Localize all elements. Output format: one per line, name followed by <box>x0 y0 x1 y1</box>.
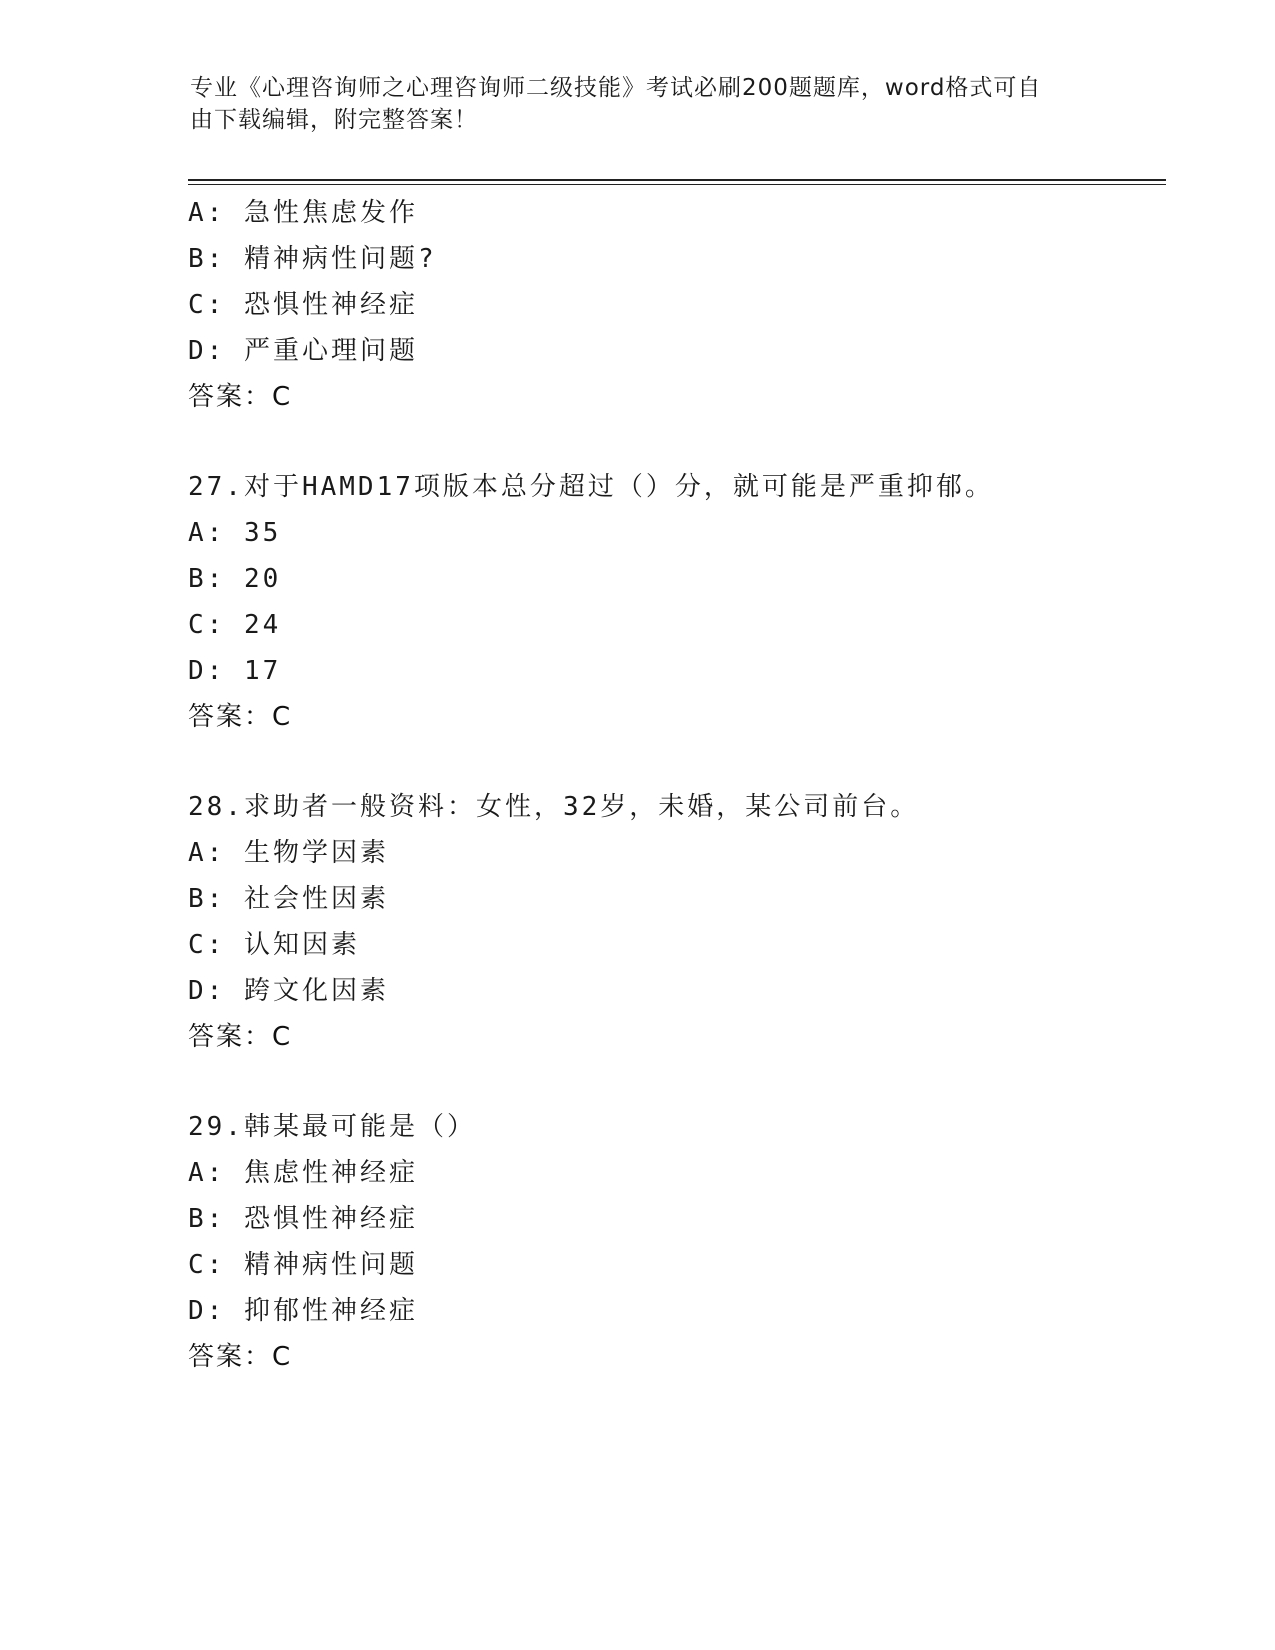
question-block-28 <box>188 784 1168 1060</box>
option-b: B: 精神病性问题? <box>188 244 437 274</box>
option-d: D: 跨文化因素 <box>188 976 389 1006</box>
option-c: C: 24 <box>188 610 282 640</box>
option-a: A: 生物学因素 <box>188 838 389 868</box>
header-line-2: 由下载编辑，附完整答案！ <box>190 107 478 133</box>
question-stem: 27.对于HAMD17项版本总分超过（）分，就可能是严重抑郁。 <box>188 472 994 502</box>
question-block-26 <box>188 190 1168 420</box>
question-list <box>188 190 1168 1380</box>
option-a: A: 焦虑性神经症 <box>188 1158 418 1188</box>
option-a: A: 急性焦虑发作 <box>188 198 418 228</box>
option-c: C: 精神病性问题 <box>188 1250 418 1280</box>
option-d: D: 17 <box>188 656 282 686</box>
answer-line: 答案：C <box>188 702 293 732</box>
document-header <box>190 72 1090 136</box>
option-d: D: 严重心理问题 <box>188 336 418 366</box>
option-c: C: 恐惧性神经症 <box>188 290 418 320</box>
option-d: D: 抑郁性神经症 <box>188 1296 418 1326</box>
header-divider-thin <box>188 184 1166 185</box>
option-c: C: 认知因素 <box>188 930 360 960</box>
question-stem: 29.韩某最可能是（） <box>188 1112 476 1142</box>
question-stem: 28.求助者一般资料：女性，32岁，未婚，某公司前台。 <box>188 792 920 822</box>
option-b: B: 恐惧性神经症 <box>188 1204 418 1234</box>
header-line-1: 专业《心理咨询师之心理咨询师二级技能》考试必刷200题题库，word格式可自 <box>190 75 1042 101</box>
answer-line: 答案：C <box>188 1342 293 1372</box>
answer-line: 答案：C <box>188 382 293 412</box>
option-b: B: 20 <box>188 564 282 594</box>
header-divider-thick <box>188 179 1166 181</box>
question-block-27 <box>188 464 1168 740</box>
answer-line: 答案：C <box>188 1022 293 1052</box>
option-a: A: 35 <box>188 518 282 548</box>
question-block-29 <box>188 1104 1168 1380</box>
option-b: B: 社会性因素 <box>188 884 389 914</box>
